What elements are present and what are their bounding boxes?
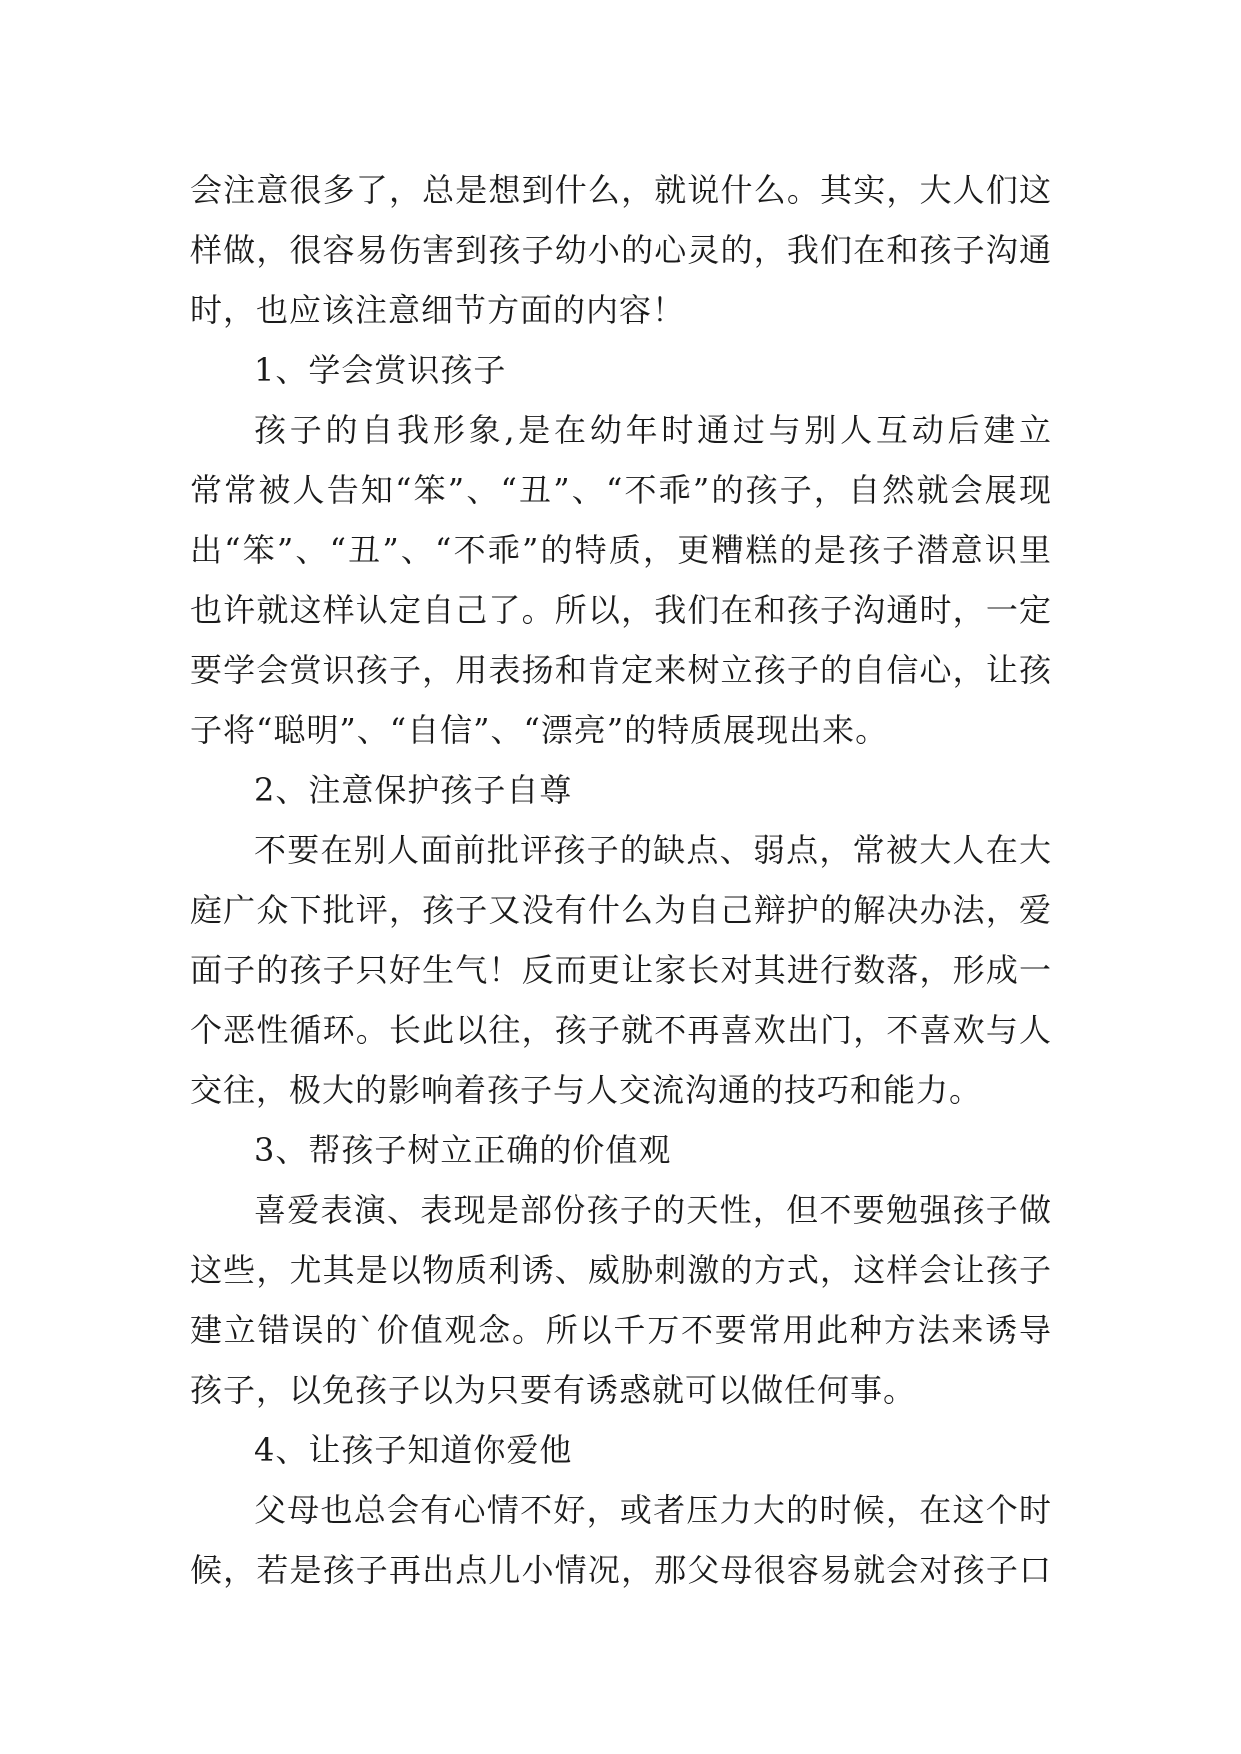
document-body	[190, 160, 1052, 1600]
text-line: 庭广众下批评，孩子又没有什么为自己辩护的解决办法，爱	[190, 891, 1052, 929]
text-line: 时，也应该注意细节方面的内容！	[190, 291, 686, 329]
text-line: 孩子的自我形象,是在幼年时通过与别人互动后建立	[254, 411, 1052, 449]
text-line: 2、注意保护孩子自尊	[254, 771, 573, 809]
text-line: 建立错误的`价值观念。所以千万不要常用此种方法来诱导	[190, 1311, 1052, 1349]
text-line: 孩子，以免孩子以为只要有诱惑就可以做任何事。	[190, 1371, 917, 1409]
text-line: 交往，极大的影响着孩子与人交流沟通的技巧和能力。	[190, 1071, 983, 1109]
text-line: 父母也总会有心情不好，或者压力大的时候，在这个时	[254, 1491, 1052, 1529]
text-line: 要学会赏识孩子，用表扬和肯定来树立孩子的自信心，让孩	[190, 651, 1052, 689]
text-line: 出“笨”、“丑”、“不乖”的特质，更糟糕的是孩子潜意识里	[190, 531, 1052, 569]
text-line: 子将“聪明”、“自信”、“漂亮”的特质展现出来。	[190, 711, 889, 749]
text-line: 这些，尤其是以物质利诱、威胁刺激的方式，这样会让孩子	[190, 1251, 1052, 1289]
text-line: 也许就这样认定自己了。所以，我们在和孩子沟通时，一定	[190, 591, 1052, 629]
text-line: 不要在别人面前批评孩子的缺点、弱点，常被大人在大	[254, 831, 1052, 869]
text-line: 候，若是孩子再出点儿小情况，那父母很容易就会对孩子口	[190, 1551, 1052, 1589]
text-line: 常常被人告知“笨”、“丑”、“不乖”的孩子，自然就会展现	[190, 471, 1052, 509]
text-line: 面子的孩子只好生气！反而更让家长对其进行数落，形成一	[190, 951, 1052, 989]
text-line: 1、学会赏识孩子	[254, 351, 507, 389]
text-line: 个恶性循环。长此以往，孩子就不再喜欢出门，不喜欢与人	[190, 1011, 1052, 1049]
text-line: 4、让孩子知道你爱他	[254, 1431, 573, 1469]
text-line: 喜爱表演、表现是部份孩子的天性，但不要勉强孩子做	[254, 1191, 1052, 1229]
text-line: 样做，很容易伤害到孩子幼小的心灵的，我们在和孩子沟通	[190, 231, 1052, 269]
text-line: 3、帮孩子树立正确的价值观	[254, 1131, 672, 1169]
text-line: 会注意很多了，总是想到什么，就说什么。其实，大人们这	[190, 171, 1052, 209]
